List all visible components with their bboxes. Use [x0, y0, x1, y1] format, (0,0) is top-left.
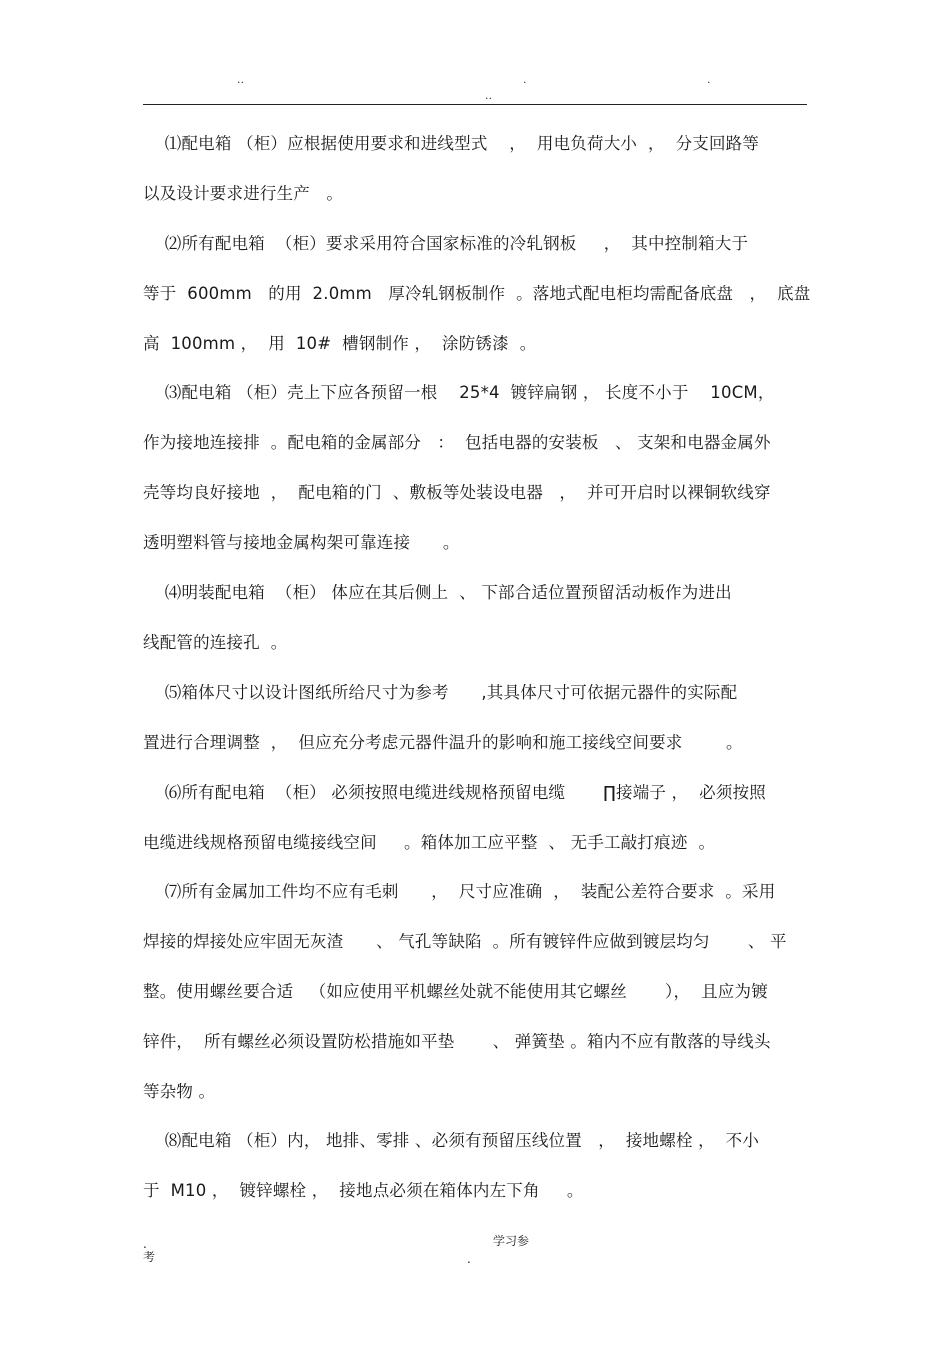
text-line: 以及设计要求进行生产 。 — [143, 184, 344, 203]
text-line: 线配管的连接孔 。 — [143, 633, 288, 652]
text-line: 置进行合理调整 ， 但应充分考虑元器件温升的影响和施工接线空间要求 。 — [143, 733, 743, 752]
text-line: 等杂物 。 — [143, 1082, 216, 1101]
text-line: 高 100mm ， 用 10# 槽钢制作 ， 涂防锈漆 。 — [143, 334, 537, 353]
footer-dot-right: . — [467, 1252, 471, 1266]
text-line: 焊接的焊接处应牢固无灰渣 、 气孔等缺陷 。所有镀锌件应做到镀层均匀 、 平 — [143, 932, 787, 951]
text-line: ⑷明装配电箱 （柜） 体应在其后侧上 、 下部合适位置预留活动板作为进出 — [143, 583, 732, 602]
footer-text-left: 考 — [143, 1250, 156, 1264]
text-line: 电缆进线规格预留电缆接线空间 。箱体加工应平整 、 无手工敲打痕迹 。 — [143, 833, 716, 852]
text-line: 作为接地连接排 。配电箱的金属部分 ： 包括电器的安装板 、 支架和电器金属外 — [143, 433, 771, 452]
header-mark-left: .. — [237, 73, 244, 86]
text-line: ⑺所有金属加工件均不应有毛刺 ， 尺寸应准确 ， 装配公差符合要求 。采用 — [143, 882, 776, 901]
header-mark-right: . — [707, 73, 711, 86]
text-line: ⑵所有配电箱 （柜）要求采用符合国家标准的冷轧钢板 ， 其中控制箱大于 — [143, 234, 749, 253]
footer-text-center: 学习参 — [493, 1234, 530, 1248]
text-line: ⑶配电箱 （柜）壳上下应各预留一根 25*4 镀锌扁钢 ， 长度不小于 10CM， — [143, 383, 775, 402]
header-rule — [143, 104, 807, 105]
text-line: 等于 600mm 的用 2.0mm 厚冷轧钢板制作 。落地式配电柜均需配备底盘 ， 底盘 — [143, 284, 811, 303]
text-line: ⑹所有配电箱 （柜） 必须按照电缆进线规格预留电缆 ∏接端子 ， 必须按照 — [143, 783, 766, 802]
header-mark-center: . — [523, 73, 527, 86]
text-line: ⑸箱体尺寸以设计图纸所给尺寸为参考 ,其具体尺寸可依据元器件的实际配 — [143, 683, 738, 702]
text-line: ⑻配电箱 （柜）内， 地排、零排 、必须有预留压线位置 ， 接地螺栓 ， 不小 — [143, 1131, 760, 1150]
text-line: 壳等均良好接地 ， 配电箱的门 、敷板等处装设电器 ， 并可开启时以裸铜软线穿 — [143, 483, 771, 502]
text-line: 整。使用螺丝要合适 （如应使用平机螺丝处就不能使用其它螺丝 ）， 且应为镀 — [143, 982, 768, 1001]
text-line: 于 M10 ， 镀锌螺栓 ， 接地点必须在箱体内左下角 。 — [143, 1181, 584, 1200]
footer-dot-left: . — [143, 1237, 147, 1251]
text-line: 锌件， 所有螺丝必须设置防松措施如平垫 、 弹簧垫 。箱内不应有散落的导线头 — [143, 1032, 771, 1051]
text-line: ⑴配电箱 （柜）应根据使用要求和进线型式 ， 用电负荷大小 ， 分支回路等 — [143, 134, 760, 153]
header-mark-below: .. — [485, 89, 492, 102]
text-line: 透明塑料管与接地金属构架可靠连接 。 — [143, 533, 460, 552]
